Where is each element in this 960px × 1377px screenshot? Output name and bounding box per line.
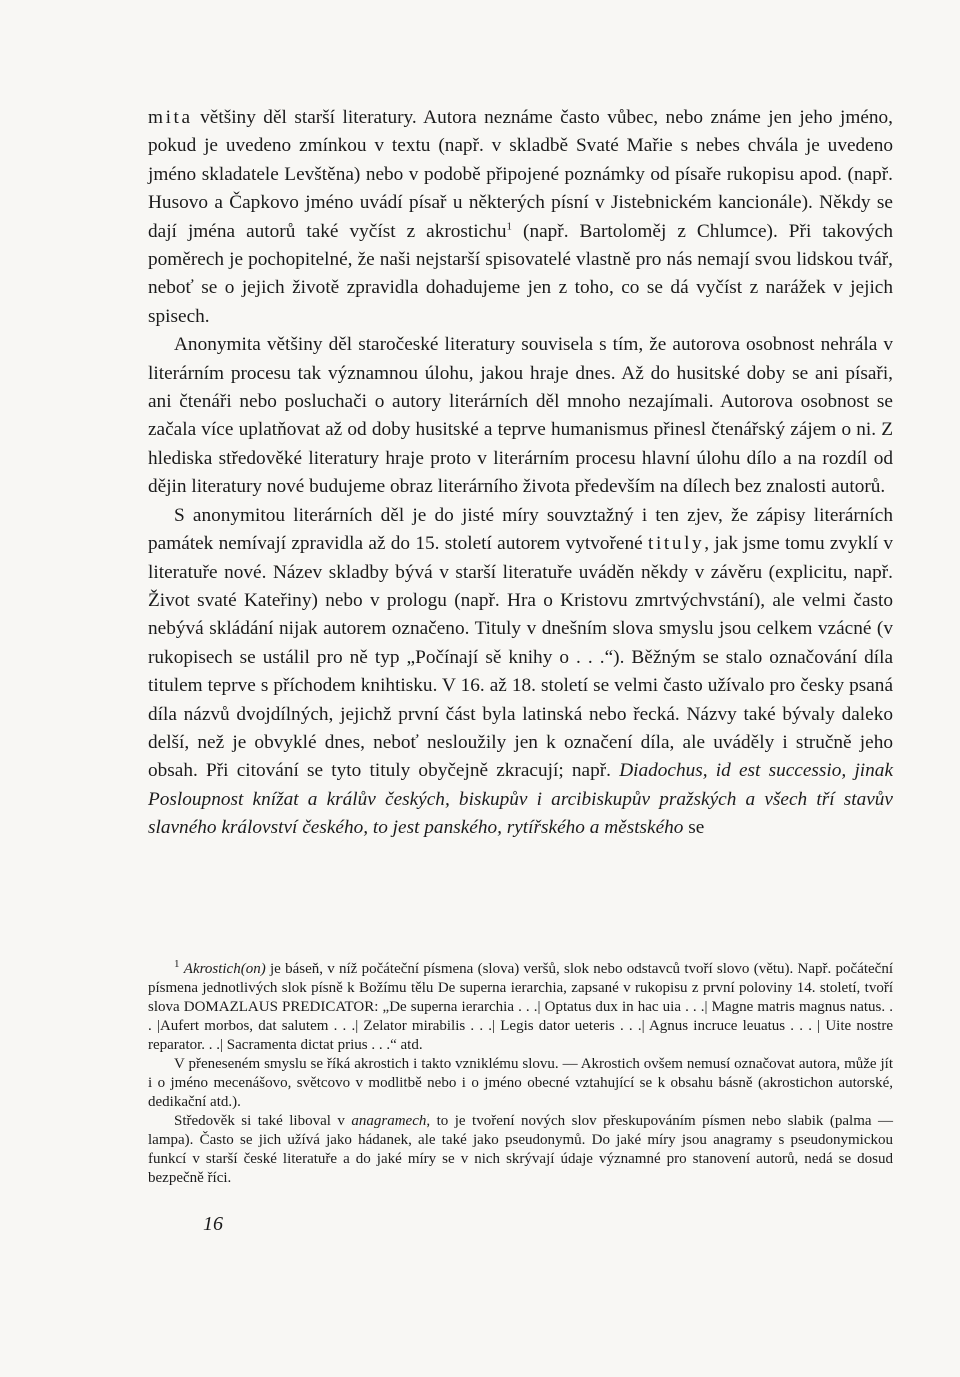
emphasis-tituly: tituly: [647, 533, 705, 555]
paragraph-3-start: S anonymitou literárních děl je do jisté míry souvztažný i ten zjev, že zápisy literárních památek nemívají zpravidla až do 15. století autorem vytvořené: [148, 504, 893, 555]
footnote-3-end: , to je tvoření nových slov přeskupováním písmen nebo slabik (palma — lampa). Často se jich užívá jako hádanek, ale také jako pseudonymů. Do jaké míry jsou anagramy s pseudonymickou funkcí v starší české literatuře a do jaké míry se v nich skrývají údaje významné pro stanovení autorů, nedá se dosud bezpečně říci.: [148, 1113, 893, 1186]
paragraph-1-body: většiny děl starší literatury. Autora neznáme často vůbec, nebo známe jen jeho jméno, pokud je uvedeno zmínkou v textu (např. v skladbě Svaté Mařie s nebes chvála je uvedeno jméno skladatele Levštěna) nebo v podobě připojené poznámky od písaře rukopisu apod. (např. Husovo a Čapkovo jméno uvádí písař u některých písní v Jistebnickém kancionále). Někdy se dají jména autorů také vyčíst z akrostichu: [148, 107, 893, 242]
footnote-3-start: Středověk si také liboval v: [174, 1113, 352, 1129]
footnote-3-term: anagramech: [351, 1113, 427, 1129]
footnote-2: V přeneseném smyslu se říká akrostich i takto vzniklému slovu. — Akrostich ovšem nemusí označovat autora, může jít i o jméno mecenášovo, světcovo v modlitbě nebo i o jméno obecné vztahující se k obsahu básně (akrostichon autorské, dedikační atd.).: [148, 1056, 893, 1110]
paragraph-1-end: (např. Bartoloměj z Chlumce). Při takových poměrech je pochopitelné, že naši nejstarší spisovatelé vlastně pro nás nemají svou lidskou tvář, neboť se o jejich životě zpravidla dohadujeme jen z toho, co se dá vyčíst z narážek v jejich spisech.: [148, 220, 894, 327]
page-number: 16: [203, 1213, 223, 1235]
paragraph-3: [148, 502, 893, 843]
footnote-ref: 1: [506, 220, 512, 233]
paragraph-1: [148, 104, 893, 331]
paragraph-2: Anonymita většiny děl staročeské literatury souvisela s tím, že autorova osobnost nehrála v literárním procesu tak významnou úlohu, jakou hraje dnes. Až do husitské doby se ani písaři, ani čtenáři nebo posluchači o autory literárních děl mnoho nezajímali. Autorova osobnost se začala více uplatňovat až od doby husitské a teprve humanismus přinesl čtenářský zájem o ni. Z hlediska středověké literatury hraje proto v literárním procesu hlavní úlohu dílo a na rozdíl od dějin literatury nové budujeme obraz literárního života především na dílech bez znalosti autorů.: [148, 334, 893, 498]
footnote-3: [148, 1112, 893, 1188]
main-text: [148, 104, 893, 843]
paragraph-3-body: , jak jsme tomu zvyklí v literatuře nové. Název skladby bývá v starší literatuře uváděn někdy v závěru (explicitu, např. Život svaté Kateřiny) nebo v prologu (např. Hra o Kristovu zmrtvýchvstání), ale velmi často nebývá skládání nijak autorem označeno. Tituly v dnešním slova smyslu jsou celkem vzácné (v rukopisech se ustálil pro ně typ „Počínají sě knihy o . . .“). Běžným se stalo označování díla titulem teprve s příchodem knihtisku. V 16. až 18. století se velmi často užívalo pro česky psaná díla názvů dvojdílných, jejichž první část byla latinská nebo řecká. Názvy také bývaly daleko delší, než je obvyklé dnes, neboť nesloužily jen k označení díla, ale uváděly i stručně jeho obsah. Při citování se tyto tituly obyčejně zkracují; např.: [148, 533, 893, 782]
footnote-term: Akrostich(on): [183, 961, 266, 977]
paragraph-1-start: mita: [148, 107, 193, 128]
footnote-number: 1: [174, 958, 180, 970]
italic-title-citation: Diadochus, id est successio, jinak Posloupnost knížat a králův českých, biskupův i arcibiskupův pražských a všech tří stavův slavného království českého, to jest panského, rytířského a městského: [148, 760, 893, 839]
footnote-1-text: je báseň, v níž počáteční písmena (slova) veršů, slok nebo odstavců tvoří slovo (větu). Např. počáteční písmena jednotlivých slok písně k Božímu tělu De superna ierarchia, zapsané v rukopisu z první poloviny 14. století, tvoří slova DOMAZLAUS PREDICATOR: „De superna ierarchia . . .| Optatus dux in hac uia . . .| Magne matris magnus natus. . . |Aufert morbos, dat salutem . . .| Zelator mirabilis . . .| Legis dator ueteris . . .| Agnus incruce leuatus . . . | Uite nostre reparator. . .| Sacramenta dictat prius . . .“ atd.: [148, 961, 894, 1053]
footnotes: [148, 960, 893, 1188]
paragraph-3-end: se: [683, 817, 705, 839]
footnote-1: [148, 960, 893, 1055]
